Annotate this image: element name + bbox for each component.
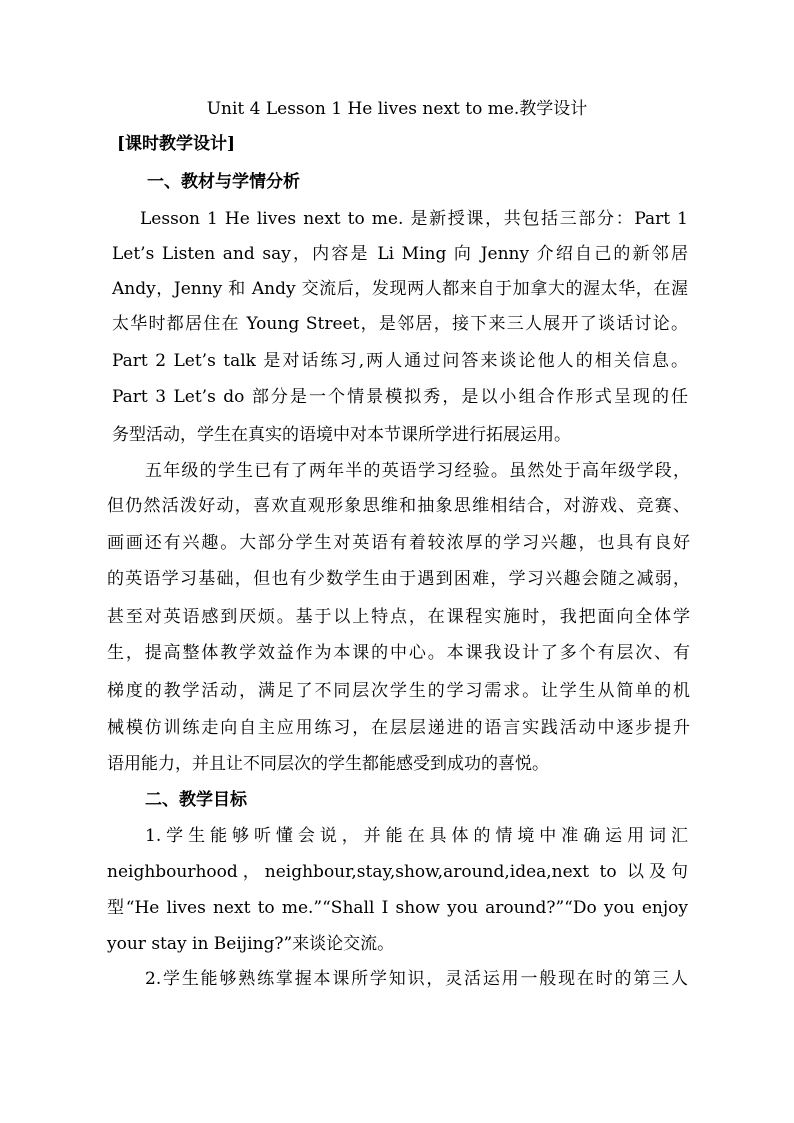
- para2-line: 梯度的教学活动，满足了不同层次学生的学习需求。让学生从简单的机: [107, 681, 690, 701]
- section-label: [课时教学设计]: [117, 134, 236, 154]
- para1-line: Part 3 Let’s do 部分是一个情景模拟秀，是以小组合作形式呈现的任: [112, 387, 688, 407]
- para2-line: 语用能力，并且让不同层次的学生都能感受到成功的喜悦。: [107, 754, 549, 774]
- para2-line: 甚至对英语感到厌烦。基于以上特点，在课程实施时，我把面向全体学: [107, 607, 690, 627]
- heading-goals: 二、教学目标: [145, 790, 247, 810]
- para2-line: 画画还有兴趣。大部分学生对英语有着较浓厚的学习兴趣，也具有良好: [107, 533, 690, 553]
- para2-line: 生，提高整体教学效益作为本课的中心。本课我设计了多个有层次、有: [107, 643, 690, 663]
- para1-line: 太华时都居住在 Young Street，是邻居，接下来三人展开了谈话讨论。: [112, 314, 688, 334]
- para2-line: 械模仿训练走向自主应用练习，在层层递进的语言实践活动中逐步提升: [107, 718, 690, 738]
- para1-line: Lesson 1 He lives next to me. 是新授课，共包括三部分：Part 1: [140, 209, 688, 229]
- goal1-line: 1.学生能够听懂会说，并能在具体的情境中准确运用词汇: [145, 826, 688, 846]
- para1-line: Part 2 Let’s talk 是对话练习,两人通过问答来谈论他人的相关信息。: [112, 351, 688, 371]
- heading-analysis: 一、教材与学情分析: [147, 172, 300, 192]
- goal1-line: neighbourhood，neighbour,stay,show,around,idea,next to 以及句: [107, 862, 688, 882]
- goal1-line: 型“He lives next to me.”“Shall I show you around?”“Do you enjoy: [107, 898, 688, 918]
- para2-line: 的英语学习基础，但也有少数学生由于遇到困难，学习兴趣会随之减弱，: [107, 569, 690, 589]
- para1-line: 务型活动，学生在真实的语境中对本节课所学进行拓展运用。: [112, 425, 571, 445]
- goal1-line: your stay in Beijing?”来谈论交流。: [107, 934, 395, 954]
- para1-line: Andy，Jenny 和 Andy 交流后，发现两人都来自于加拿大的渥太华，在渥: [112, 279, 688, 299]
- document-title: Unit 4 Lesson 1 He lives next to me.教学设计: [206, 99, 588, 119]
- goal2-line: 2.学生能够熟练掌握本课所学知识，灵活运用一般现在时的第三人: [145, 969, 688, 989]
- para2-line: 但仍然活泼好动，喜欢直观形象思维和抽象思维相结合，对游戏、竞赛、: [107, 496, 690, 516]
- para2-line: 五年级的学生已有了两年半的英语学习经验。虽然处于高年级学段，: [145, 461, 690, 481]
- para1-line: Let’s Listen and say，内容是 Li Ming 向 Jenny 介绍自己的新邻居: [112, 244, 688, 264]
